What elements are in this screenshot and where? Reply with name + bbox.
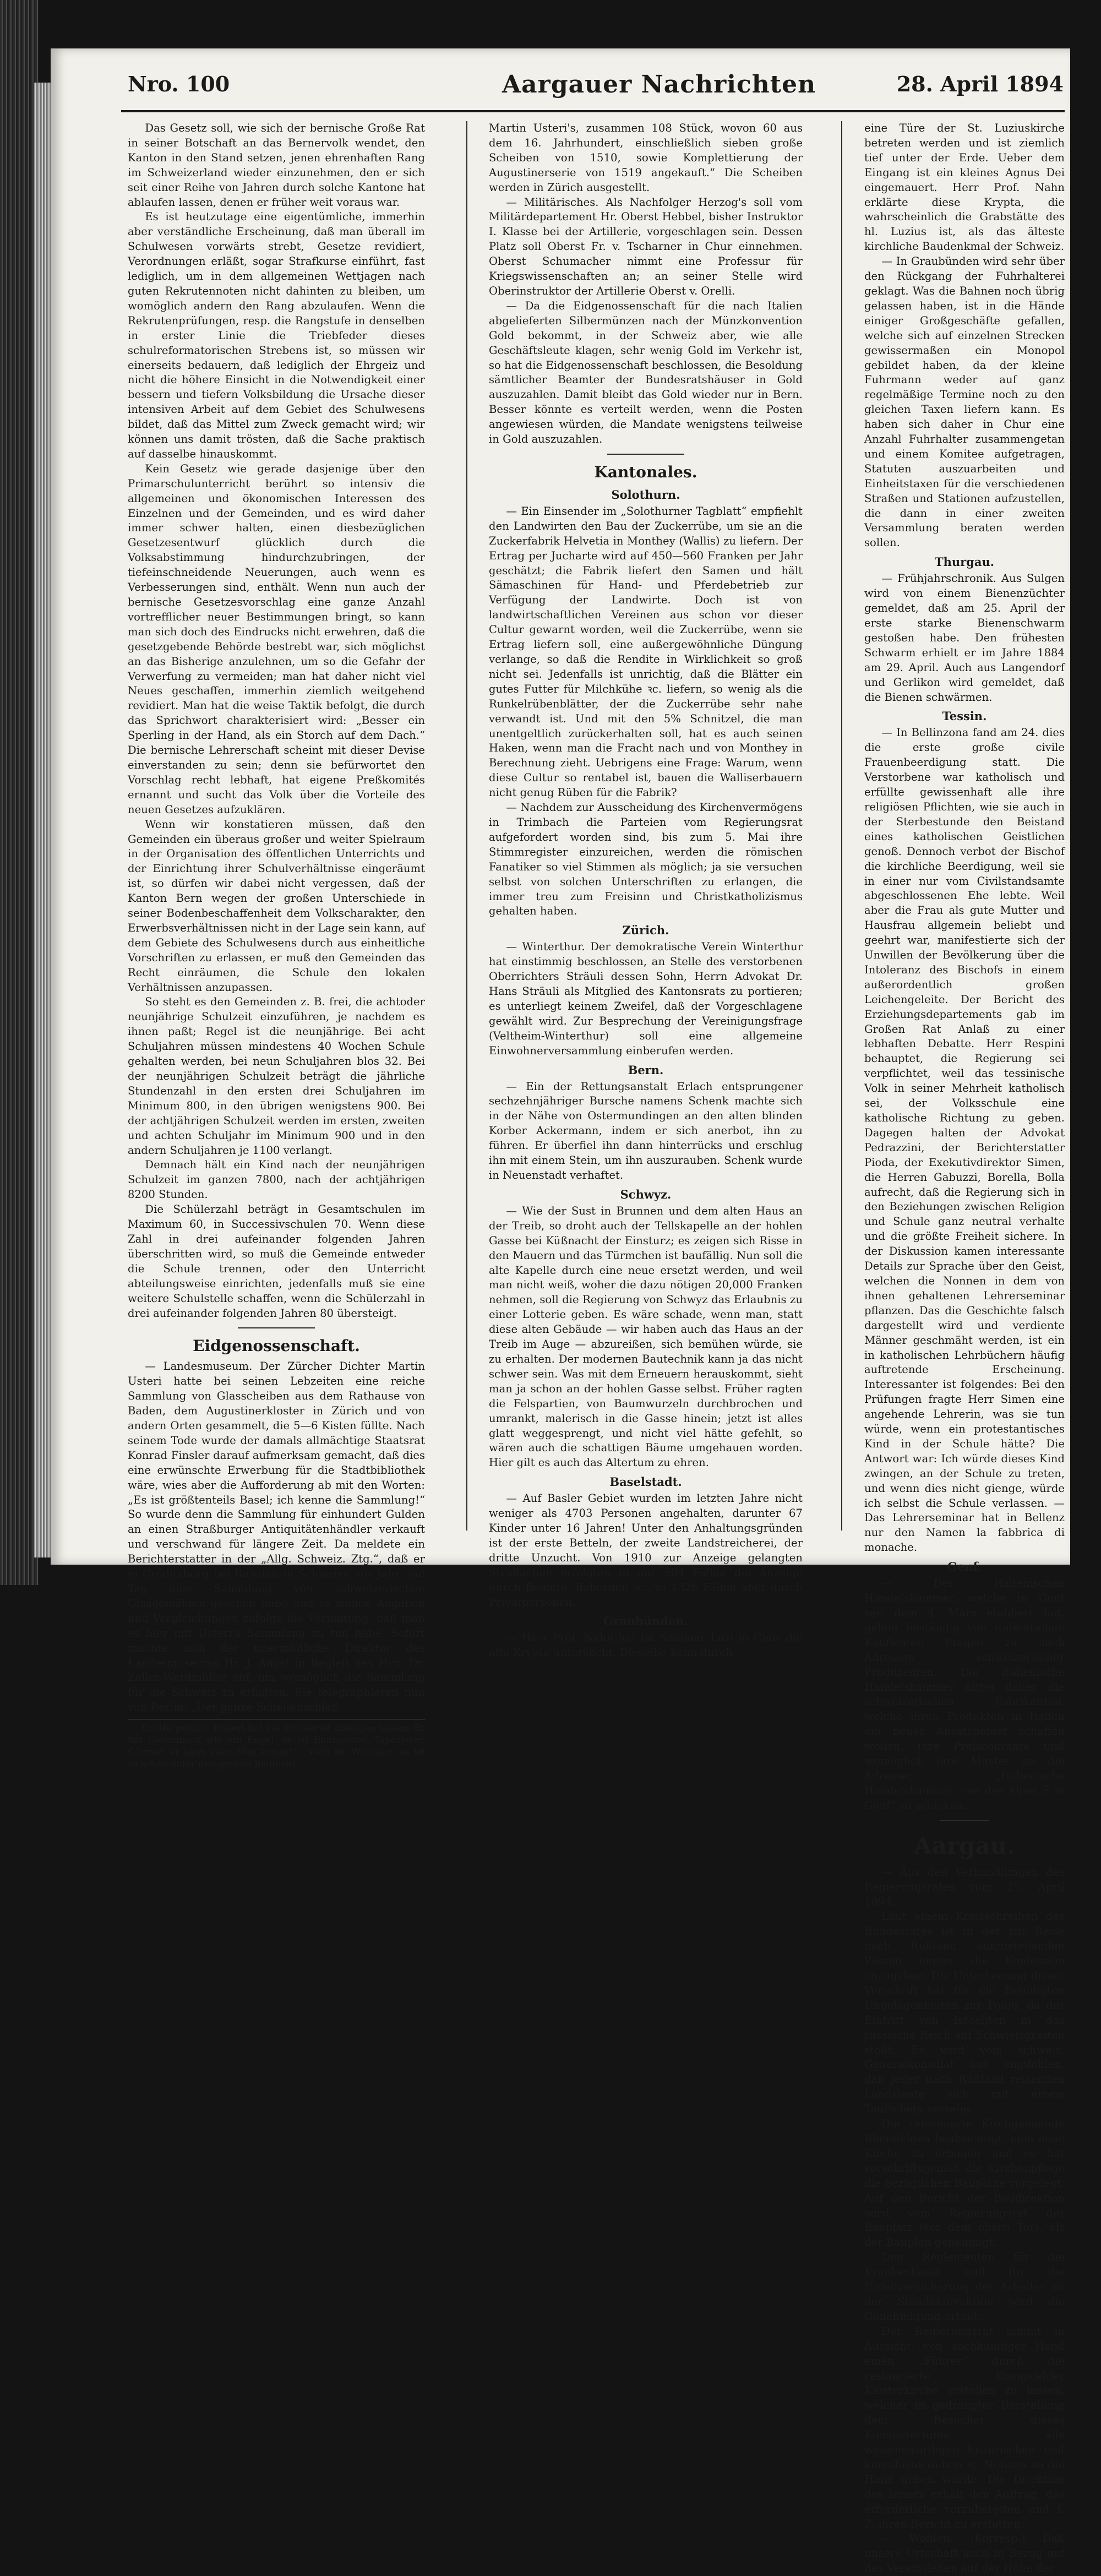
- article-paragraph: Es ist heutzutage eine eigentümliche, immerhin aber verständliche Erscheinung, daß man überall im Schulwesen vorwärts strebt, Gesetze revidiert, Verordnungen erläßt, sogar Strafkurse einführt, fast lediglich, um in dem allgemeinen Wettjagen nach guten Rekrutennoten nicht dahinten zu bleiben, um womöglich andern den Rang abzulaufen. Wenn die Rekrutenprüfungen, resp. die Rangstufe in denselben in erster Linie die Triebfeder dieses schulreformatorischen Strebens ist, so müssen wir einerseits bedauern, daß lediglich der Ehrgeiz und nicht die höhere Einsicht in die Notwendigkeit einer bessern und tiefern Volksbildung die Ursache dieser intensiven Arbeit auf dem Gebiet des Schulwesens bildet, daß das Mittel zum Zweck gemacht wird; wir können uns damit trösten, daß die Sache praktisch auf dasselbe hinauskommt.: [128, 210, 425, 460]
- article-paragraph: Demnach hält ein Kind nach der neunjährigen Schulzeit im ganzen 7800, nach der achtjährigen 8200 Stunden.: [128, 1158, 425, 1201]
- section-heading-eidgenossenschaft: Eidgenossenschaft.: [193, 1337, 360, 1355]
- article-paragraph: Der Regierungsrat nimmt in Aussicht, von sachkundiger Hand einen „Führer“ durch die restaurierte Königsfelder Klosterkirche erstellen zu lassen, welcher in gedrängter Darstellung dem Besucher dieses Kunstaltertums alle wissenswürdigen historischen und kunsthistorischen ꝛc. Notizen an die Hand geben würde. Die Direktion des Innern erhält den Auftrag, das erforderliche vorzubereiten und ſ. Z. ihren Bericht zu erstatten.: [864, 2324, 1065, 2530]
- feuilleton-text: Grotte gebaut. Robert hat sie dreiviertel abtragen lassen. Er hat Geschmack wie ein Engel; er ist Baumeister, Tapezierer, Gärtner, er kann alles. Nun komm!“ „Noch ein Weilchen; es ist so schön unter den großen Bäumen!“: [128, 1723, 425, 1770]
- subheading-schwyz: Schwyz.: [620, 1187, 672, 1201]
- subheading-graubuenden: Graubünden.: [603, 1614, 688, 1629]
- article-paragraph: — Wie der Sust in Brunnen und dem alten Haus an der Treib, so droht auch der Tellskapelle an der hohlen Gasse bei Küßnacht der Einsturz; es zeigen sich Risse in den Mauern und das Türmchen ist baufällig. Nun soll die alte Kapelle durch eine neue ersetzt werden, und weil man nicht weiß, woher die dazu nötigen 20,000 Franken nehmen, soll die Regierung von Schwyz das Erlaubnis zu einer Lotterie geben. Es wäre schade, wenn man, statt diese alten Gebäude — wir haben auch das Haus an der Treib im Auge — abzureißen, sich bemühen würde, sie zu erhalten. Der modernen Bautechnik kann ja das nicht schwer sein. Was mit dem Erneuern herauskommt, sieht man ja schon an der hohlen Gasse selbst. Früher ragten die Felspartien, von Baumwurzeln durchbrochen und umrankt, malerisch in die Gasse hinein; jetzt ist alles glatt weggesprengt, und nicht viel hätte gefehlt, so wären auch die schattigen Bäume umgehauen worden. Hier gilt es auch das Altertum zu ehren.: [489, 1204, 803, 1469]
- column-2: [489, 121, 803, 1660]
- article-paragraph: — Landesmuseum. Der Zürcher Dichter Martin Usteri hatte bei seinen Lebzeiten eine reiche Sammlung von Glasscheiben aus dem Rathause von Baden, dem Augustinerkloster in Zürich und von andern Orten gesammelt, die 5—6 Kisten füllte. Nach seinem Tode wurde der damals allmächtige Staatsrat Konrad Finsler darauf aufmerksam gemacht, daß dies eine erwünschte Erwerbung für die Stadtbibliothek wäre, wies aber die Aufforderung ab mit den Worten: „Es ist größtenteils Basel; ich kenne die Sammlung!“ So wurde denn die Sammlung für einhundert Gulden an einen Straßburger Antiquitätenhändler verkauft und verschwand für längere Zeit. Da meldete ein Berichterstatter in der „Allg. Schweiz. Ztg.“, daß er in Gröditzburg bei Bunzlau in Schlesien vor Jahr und Tag eine Sammlung von schweizerischen Glasgemälden gesehen habe und es seinen Angaben und Vergleichungen zufolge die Vermutung, daß man es hier mit Usteri's Sammlung zu tun habe. Sofort machte sich der unermüdliche Direktor des Landesmuseums Hr. J. Angst in Begleit des Hrn. Dr. Zeller-Werdmüller auf, um womöglich die Sammlung für die Schweiz zu erhalten. Sie telegraphieren nun von Berlin: „Der ganze Schellenschlaß: [128, 1360, 425, 1714]
- subheading-bern: Bern.: [628, 1063, 664, 1077]
- subheading-zuerich: Zürich.: [622, 923, 669, 938]
- article-paragraph: eine Türe der St. Luziuskirche betreten werden und ist ziemlich tief unter der Erde. Ueber dem Eingang ist ein kleines Agnus Dei eingemauert. Herr Prof. Nahn erklärte diese Krypta, die wahrscheinlich die Grabstätte des hl. Luzius ist, als das älteste kirchliche Baudenkmal der Schweiz.: [864, 122, 1065, 253]
- article-paragraph: — Militärisches. Als Nachfolger Herzog's soll vom Militärdepartement Hr. Oberst Hebbel, bisher Instruktor I. Klasse bei der Artillerie, vorgeschlagen sein. Dessen Platz soll Oberst Fr. v. Tscharner in Chur einnehmen. Oberst Schumacher nimmt eine Professur für Kriegswissenschaften an; an seiner Stelle wird Oberinstruktor der Artillerie Oberst v. Orelli.: [489, 195, 803, 297]
- article-paragraph: So steht es den Gemeinden z. B. frei, die achtoder neunjährige Schulzeit einzuführen, je nachdem es ihnen paßt; Regel ist die neunjährige. Bei acht Schuljahren müssen mindestens 40 Wochen Schule gehalten werden, bei neun Schuljahren blos 32. Bei der neunjährigen Schulzeit beträgt die jährliche Stundenzahl in den ersten drei Schuljahren im Minimum 800, in den übrigen wenigstens 900. Bei der achtjährigen Schulzeit werden im ersten, zweiten und achten Schuljahr im Minimum 900 und in den andern Schuljahren je 1100 verlangt.: [128, 995, 425, 1157]
- article-paragraph: — Auf Basler Gebiet wurden im letzten Jahre nicht weniger als 4703 Personen angehalten, darunter 67 Kinder unter 16 Jahren! Unter den Anhaltungsgründen ist der erste Betteln, der zweite Landstreicherei, der dritte Unzucht. Von 1910 zur Anzeige gelangten Straffachen erfolgten in nur 584 Fällen die Anzeige durch Beamte, Behörden ꝛc., in 1326 Fällen aber durch Privatpersonen.: [489, 1492, 803, 1609]
- issue-number: Nro. 100: [128, 72, 230, 96]
- column-rule-1: [466, 121, 467, 1531]
- column-rule-2: [841, 121, 842, 1531]
- section-heading-kantonales: Kantonales.: [594, 462, 697, 481]
- section-separator: [940, 1820, 989, 1821]
- article-paragraph: — Herr Prof. Nahn hat im Seminar Luzi in Chur die alte Krypta untersucht. Dieselbe kann durch: [489, 1631, 803, 1659]
- article-paragraph: Den Reglementen für die Krankenkasse und für die Unfallversicherung der Arbeiter an der Sisselnkorrektion wird die Genehmigung erteilt.: [864, 2251, 1065, 2323]
- newspaper-page: [51, 48, 1070, 2575]
- column-1: [128, 121, 425, 1771]
- page-edges: [34, 83, 53, 1557]
- issue-date: 28. April 1894: [896, 72, 1064, 96]
- article-paragraph: — Wohlen. (Korresp.) Daß unsere Ortschaft auch in Bezug auf das Vereinsleben auf der Höhe der: [864, 2532, 1065, 2575]
- subheading-solothurn: Solothurn.: [611, 487, 680, 502]
- book-spine: [0, 0, 39, 1585]
- subheading-genf: Genf.: [947, 1560, 982, 1574]
- article-paragraph: Martin Usteri's, zusammen 108 Stück, wovon 60 aus dem 16. Jahrhundert, einschließlich sieben große Scheiben von 1510, sowie Komplettierung der Augustinerserie von 1519 angekauft.“ Die Scheiben werden in Zürich ausgestellt.: [489, 122, 803, 194]
- article-paragraph: — Frühjahrschronik. Aus Sulgen wird von einem Bienenzüchter gemeldet, daß am 25. April der erste starke Bienenschwarm gestoßen habe. Den frühesten Schwarm erhielt er im Jahre 1884 am 29. April. Auch aus Langendorf und Gerlikon wird gemeldet, daß die Bienen schwärmen.: [864, 572, 1065, 704]
- header-rule: [121, 110, 1065, 112]
- article-paragraph: Die reformierte Kirchgemeinde Rheinfelden beabsichtigt, eine neue Kirche zu erbauen und es hat vorschriftsgemäß die Kirchenpflege die bezüglichen Baupläne vorgelegt. Auf den Bericht der Baudirektion wird vom Regierungsrat der Bauplatz (vor dem obern Tor), als der Bauplan genehmigt.: [864, 2117, 1065, 2249]
- feuilleton-rule: [128, 1719, 425, 1720]
- article-paragraph: Das Gesetz soll, wie sich der bernische Große Rat in seiner Botschaft an das Bernervolk wendet, den Kanton in den Stand setzen, jenen ehrenhaften Rang im Schweizerland wieder einzunehmen, den er sich seit einer Reihe von Jahren durch solche Kantone hat ablaufen lassen, denen er früher weit voraus war.: [128, 122, 425, 209]
- page-header: [51, 72, 1070, 110]
- subheading-baselstadt: Baselstadt.: [609, 1475, 682, 1489]
- section-separator: [238, 1327, 315, 1328]
- article-paragraph: — Nachdem zur Ausscheidung des Kirchenvermögens in Trimbach die Parteien vom Regierungsrat aufgefordert worden sind, bis zum 5. Mai ihre Stimmregister einzureichen, werden die römischen Fanatiker so viel Stimmen als möglich; ja sie versuchen selbst von solchen Unterschriften zu erlangen, die immer treu zum Freisinn und Christkatholizismus gehalten haben.: [489, 801, 803, 918]
- article-paragraph: — Der italienischen Handelskammer, welche in Genf seit dem 4. März etabliert hat, gehen beständig von italienischen Kaufleuten Fragen zu nach Adressen schweizerischer Produzenten. Die italienische Handelskammer bittet daher die schweizerischen Fabrikanten, welche ihren Produkten in Italien ein neues Absatzgebiet schaffen wollen, ihre Preiscourante und womöglich ihre Muster an die Adresse: „Italienische Handelskammer, rue des Alpes 5 in Genf“ zu schicken.: [864, 1577, 1065, 1812]
- article-paragraph: — Aus den Verhandlungen des Regierungsrates vom 27. April 1894.: [864, 1865, 1065, 1908]
- article-paragraph: Die Schülerzahl beträgt in Gesamtschulen im Maximum 60, in Successivschulen 70. Wenn diese Zahl in drei aufeinander folgenden Jahren überschritten wird, so muß die Gemeinde entweder die Schule trennen, oder den Unterricht abteilungsweise einrichten, jedenfalls muß sie eine weitere Schulstelle schaffen, wenn die Schülerzahl in drei aufeinander folgenden Jahren 80 übersteigt.: [128, 1203, 425, 1320]
- article-paragraph: — Ein Einsender im „Solothurner Tagblatt“ empfiehlt den Landwirten den Bau der Zuckerrübe, um sie an die Zuckerfabrik Helvetia in Monthey (Wallis) zu liefern. Der Ertrag per Jucharte wird auf 450—560 Franken per Jahr geschätzt; die Fabrik liefert den Samen und hält Sämaschinen für Hand- und Pferdebetrieb zur Verfügung der Landwirte. Doch ist von landwirtschaftlichen Vereinen aus schon vor dieser Cultur gewarnt worden, weil die Zuckerrübe, wenn sie Ertrag liefern soll, eine außergewöhnliche Düngung verlange, so daß die Rendite in Wirklichkeit so groß nicht sei. Jedenfalls ist unrichtig, daß die Blätter ein gutes Futter für Milchkühe ꝛc. liefern, so wenig als die Runkelrübenblätter, der die Zuckerrübe sehr nahe verwandt ist. Und mit den 5% Schnitzel, die man unentgeltlich zurückerhalten soll, hat es auch seinen Haken, wenn man die Fracht nach und von Monthey in Berechnung zieht. Uebrigens eine Frage: Warum, wenn diese Cultur so rentabel ist, bauen die Walliserbauern nicht genug Rüben für die Fabrik?: [489, 504, 803, 799]
- article-paragraph: — Winterthur. Der demokratische Verein Winterthur hat einstimmig beschlossen, an Stelle des verstorbenen Oberrichters Sträuli dessen Sohn, Herrn Advokat Dr. Hans Sträuli als Mitglied des Kantonsrats zu portieren; es unterliegt keinem Zweifel, daß der Vorgeschlagene gewählt wird. Zur Besprechung der Vereinigungsfrage (Veltheim-Winterthur) soll eine allgemeine Einwohnerversammlung einberufen werden.: [489, 940, 803, 1057]
- column-3: [864, 121, 1065, 2576]
- subheading-thurgau: Thurgau.: [934, 555, 995, 569]
- article-paragraph: Laut einem Kreisschreiben des Bundesrates ist in der zur Reise nach Rußland auszustellenden Pässen immer die Konfession anzugeben. Die Unterlassung dieser Vorschrift hat für die Beteiligten Ungelegenheiten zur Folge, da der Eintritt von Israeliten in das russische Reich auf Schwierigkeiten stößt. Es wird vom schweiz. Generalkonsulat aus empfohlen, daß jeder nach Rußland reisenden Landsleute sich mit einem Taufschein versehe.: [864, 1910, 1065, 2116]
- section-separator: [607, 454, 684, 455]
- article-paragraph: — Ein der Rettungsanstalt Erlach entsprungener sechzehnjähriger Bursche namens Schenk machte sich in der Nähe von Ostermundingen an den alten blinden Korber Ackermann, indem er sich anerbot, ihn zu führen. Er überfiel ihn dann hinterrücks und erschlug ihn mit einem Stein, um ihn auszurauben. Schenk wurde in Neuenstadt verhaftet.: [489, 1080, 803, 1181]
- article-paragraph: Kein Gesetz wie gerade dasjenige über den Primarschulunterricht berührt so intensiv die allgemeinen und ökonomischen Interessen des Einzelnen und der Gemeinden, und es wird daher immer schwer halten, einen diesbezüglichen Gesetzesentwurf glücklich durch die Volksabstimmung hindurchzubringen, der tiefeinschneidende Neuerungen, auch wenn es Verbesserungen sind, enthält. Wenn nun auch der bernische Gesetzesvorschlag eine ganze Anzahl vortrefflicher neuer Bestimmungen bringt, so kann man sich doch des Eindrucks nicht erwehren, daß die gesetzgebende Behörde bestrebt war, sich möglichst an das Bisherige anzulehnen, um so die Gefahr der Verwerfung zu vermeiden; man hat daher nicht viel Neues geschaffen, immerhin ziemlich weitgehend revidiert. Man hat die weise Taktik befolgt, die durch das Sprichwort charakterisiert wird: „Besser ein Sperling in der Hand, als ein Storch auf dem Dach.“ Die bernische Lehrerschaft scheint mit dieser Devise einverstanden zu sein; denn sie befürwortet den Vorschlag recht lebhaft, hat eigene Preßkomités ernannt und sucht das Volk über die Vorteile des neuen Gesetzes aufzuklären.: [128, 462, 425, 816]
- article-paragraph: — In Bellinzona fand am 24. dies die erste große civile Frauenbeerdigung statt. Die Verstorbene war katholisch und erfüllte gewissenhaft alle ihre religiösen Pflichten, wie sie auch in der Sterbestunde den Beistand eines katholischen Geistlichen genoß. Dennoch verbot der Bischof die kirchliche Beerdigung, weil sie in einer nur vom Civilstandsamte abgeschlossenen Ehe lebte. Weil aber die Frau als gute Mutter und Hausfrau allgemein beliebt und geehrt war, manifestierte sich der Unwillen der Bevölkerung über die Intoleranz des Bischofs in einem außerordentlich großen Leichengeleite. Der Bericht des Erziehungsdepartements gab im Großen Rat Anlaß zu einer lebhaften Debatte. Herr Respini behauptet, die Regierung sei verpflichtet, weil das tessinische Volk in seiner Mehrheit katholisch sei, der Volksschule eine katholische Richtung zu geben. Dagegen halten der Advokat Pedrazzini, der Berichterstatter Pioda, der Exekutivdirektor Simen, die Herren Gabuzzi, Borella, Bolla aufrecht, daß die Regierung sich in den Beziehungen zwischen Religion und Schule ganz neutral verhalte und die größte Freiheit sichere. In der Diskussion kamen interessante Details zur Sprache über den Geist, welchen die Nonnen in dem von ihnen gehaltenen Lehrerseminar pflanzen. Das die Geschichte falsch dargestellt wird und verdiente Männer geschmäht werden, ist ein in katholischen Lehrbüchern häufig auftretende Erscheinung. Interessanter ist folgendes: Bei den Prüfungen fragte Herr Simen eine angehende Lehrerin, was sie tun würde, wenn ein protestantisches Kind in der Schule hätte? Die Antwort war: Ich würde dieses Kind zwingen, an der Schule zu treten, und wenn dies nicht gienge, würde ich selbst die Schule verlassen. — Das Lehrerseminar hat in Bellenz nur den Namen la fabbrica di monache.: [864, 726, 1065, 1554]
- section-heading-aargau: Aargau.: [914, 1832, 1015, 1859]
- article-paragraph: — In Graubünden wird sehr über den Rückgang der Fuhrhalterei geklagt. Was die Bahnen noch übrig gelassen haben, ist in die Hände einiger Großgeschäfte gefallen, welche sich auf einzelnen Strecken gewissermaßen ein Monopol gebildet haben, da der kleine Fuhrmann weder auf ganz regelmäßige Termine noch zu den gleichen Taxen liefern kann. Es haben sich daher in Chur eine Anzahl Fuhrhalter zusammengetan und einem Komitee aufgetragen, Statuten auszuarbeiten und Einheitstaxen für die verschiedenen Straßen und Stationen aufzustellen, die dann in einer zweiten Versammlung beraten werden sollen.: [864, 255, 1065, 549]
- article-paragraph: — Da die Eidgenossenschaft für die nach Italien abgelieferten Silbermünzen nach der Münzkonvention Gold bekommt, in der Schweiz aber, wie alle Geschäftsleute klagen, sehr wenig Gold im Verkehr ist, so hat die Eidgenossenschaft beschlossen, die Besoldung sämtlicher Beamter der Bundesratshäuser in Gold auszuzahlen. Damit bleibt das Gold wieder nur in Bern. Besser könnte es verteilt werden, wenn die Posten angewiesen würden, die Mandate wenigstens teilweise in Gold auszuzahlen.: [489, 299, 803, 446]
- subheading-tessin: Tessin.: [942, 709, 987, 723]
- newspaper-title: Aargauer Nachrichten: [502, 70, 816, 99]
- article-paragraph: Wenn wir konstatieren müssen, daß den Gemeinden ein überaus großer und weiter Spielraum in der Organisation des öffentlichen Unterrichts und der Einrichtung ihrer Schulverhältnisse eingeräumt ist, so dürfen wir dabei nicht vergessen, daß der Kanton Bern wegen der großen Unterschiede in seiner Bodenbeschaffenheit dem Volkscharakter, den Erwerbsverhältnissen nicht in der Lage sein kann, auf dem Gebiete des Schulwesens durch aus einheitliche Vorschriften zu erlassen, er muß den Gemeinden das Recht einräumen, die Schule den lokalen Verhältnissen anzupassen.: [128, 818, 425, 994]
